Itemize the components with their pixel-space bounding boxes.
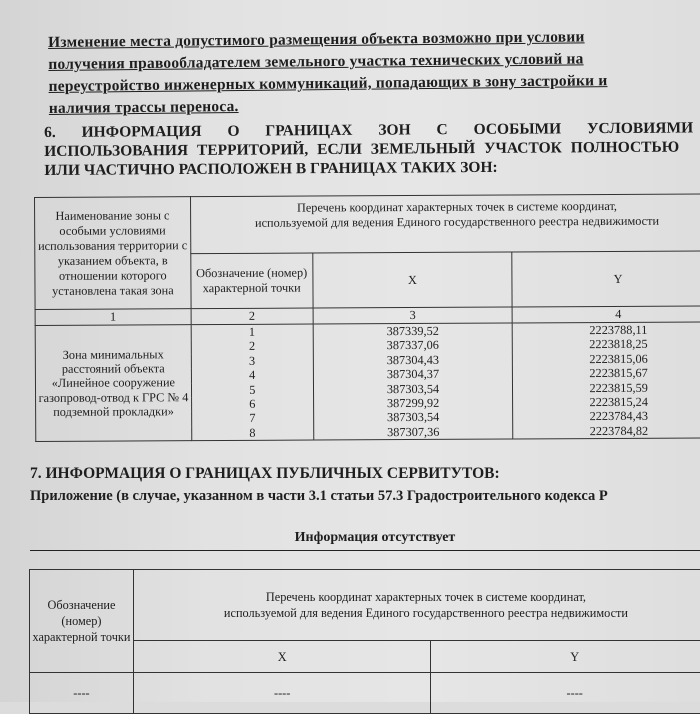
x-coordinate: 387304,37	[313, 367, 513, 382]
point-number: 6	[191, 397, 313, 412]
col-number: 2	[191, 308, 313, 325]
y-coordinate: 2223784,82	[513, 423, 700, 439]
coords-header-line: Перечень координат характерных точек в системе координат,	[296, 198, 618, 215]
paragraph-line: наличия трассы переноса.	[48, 98, 239, 117]
point-number: 2	[191, 339, 313, 354]
empty-point-cell: ----	[30, 673, 134, 714]
section-6-title	[44, 118, 700, 180]
point-number: 1	[191, 324, 313, 340]
coords-header-line: используемой для ведения Единого государственного реестра недвижимости	[223, 606, 628, 621]
section-6-title-line: 6. ИНФОРМАЦИЯ О ГРАНИЦАХ ЗОН С ОСОБЫМИ УСЛОВИЯМИ	[44, 119, 694, 141]
section-7-title: 7. ИНФОРМАЦИЯ О ГРАНИЦАХ ПУБЛИЧНЫХ СЕРВИТУТОВ:	[30, 465, 500, 482]
zone-name-header: Наименование зоны с особыми условиями использования территории с указанием объекта, в отношении которого установлена такая зона	[35, 197, 191, 310]
y-header: Y	[512, 251, 700, 307]
y-coordinate: 2223818,25	[513, 337, 700, 353]
information-absent-label: Информация отсутствует	[30, 530, 700, 551]
x-coordinate: 387307,36	[313, 424, 513, 440]
col-number: 1	[35, 309, 191, 326]
point-number: 3	[191, 353, 313, 368]
y-coordinate: 2223815,24	[513, 394, 700, 410]
x-header: X	[312, 252, 512, 308]
empty-y-cell: ----	[431, 673, 700, 714]
paragraph-line: переустройство инженерных коммуникаций, попадающих в зону застройки и	[48, 72, 608, 95]
coords-list-header	[133, 570, 700, 641]
paragraph-line: Изменение места допустимого размещения объекта возможно при условии	[48, 28, 585, 51]
x-coordinate: 387303,54	[313, 381, 513, 396]
coords-header-line: Перечень координат характерных точек в системе координат,	[265, 590, 586, 605]
section-6-title-line: ИЛИ ЧАСТИЧНО РАСПОЛОЖЕН В ГРАНИЦАХ ТАКИХ ЗОН:	[44, 158, 498, 179]
point-number: 4	[191, 368, 313, 383]
coords-list-header	[190, 194, 700, 254]
y-coordinate: 2223815,06	[513, 351, 700, 367]
x-coordinate: 387303,54	[313, 410, 513, 425]
paragraph-line: получения правообладателем земельного участка технических условий на	[48, 50, 584, 73]
relocation-condition-paragraph	[48, 25, 700, 120]
appendix-note: Приложение (в случае, указанном в части 3.1 статьи 57.3 Градостроительного кодекса Р	[30, 488, 608, 504]
x-coordinate: 387337,06	[313, 338, 513, 353]
empty-x-cell: ----	[133, 673, 431, 714]
x-coordinate: 387339,52	[313, 323, 513, 339]
y-coordinate: 2223784,43	[513, 409, 700, 425]
x-header: X	[133, 641, 431, 673]
coords-header-line: используемой для ведения Единого государственного реестра недвижимости	[254, 213, 660, 230]
point-number: 8	[192, 425, 314, 441]
point-number-header: Обозначение (номер) характерной точки	[30, 570, 134, 673]
point-number: 7	[191, 411, 313, 426]
col-number: 3	[313, 307, 513, 324]
section-6-title-line: ИСПОЛЬЗОВАНИЯ ТЕРРИТОРИЙ, ЕСЛИ ЗЕМЕЛЬНЫЙ УЧАСТОК ПОЛНОСТЬЮ	[44, 138, 680, 160]
point-number-header: Обозначение (номер) характерной точки	[191, 253, 313, 309]
servitudes-coordinates-table	[29, 569, 700, 714]
y-coordinate: 2223788,11	[513, 322, 700, 338]
x-coordinate: 387304,43	[313, 352, 513, 367]
zones-coordinates-table	[34, 193, 700, 442]
x-coordinate: 387299,92	[313, 396, 513, 411]
point-number: 5	[191, 382, 313, 397]
y-header: Y	[431, 641, 700, 673]
zone-name-cell: Зона минимальных расстояний объекта «Линейное сооружение газопровод-отвод к ГРС № 4 подземной прокладки»	[35, 325, 191, 442]
col-number: 4	[512, 306, 700, 323]
y-coordinate: 2223815,67	[513, 366, 700, 382]
y-coordinate: 2223815,59	[513, 380, 700, 396]
